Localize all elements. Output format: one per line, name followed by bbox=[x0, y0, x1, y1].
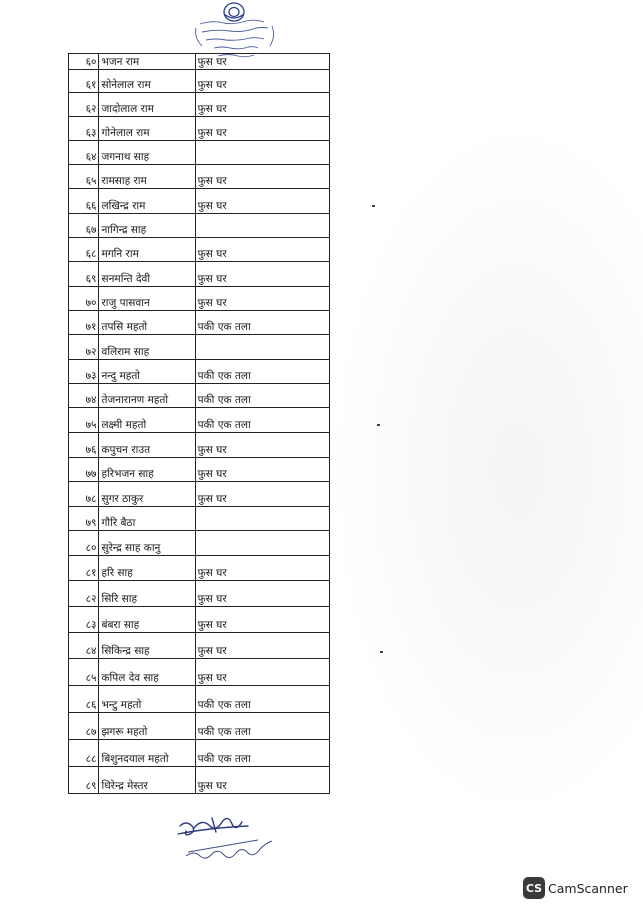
house-type-cell: फुस घर bbox=[195, 767, 329, 794]
table-row bbox=[69, 189, 330, 214]
serial-number-cell: ६५ bbox=[69, 165, 99, 189]
serial-number-cell: ६६ bbox=[69, 189, 99, 214]
name-cell: नन्दु महतो bbox=[99, 360, 195, 384]
table-row bbox=[69, 360, 330, 384]
serial-number-cell: ६१ bbox=[69, 70, 99, 93]
serial-number-cell: ८१ bbox=[69, 556, 99, 581]
table-row bbox=[69, 482, 330, 507]
table-row bbox=[69, 767, 330, 794]
name-cell: कपिल देव साह bbox=[99, 659, 195, 686]
house-type-cell bbox=[195, 507, 329, 531]
house-type-cell: पकी एक तला bbox=[195, 408, 329, 433]
house-type-cell: फुस घर bbox=[195, 287, 329, 311]
table-row bbox=[69, 54, 330, 70]
name-cell: भजन राम bbox=[99, 54, 195, 70]
table-row bbox=[69, 384, 330, 408]
name-cell: कपुचन राउत bbox=[99, 433, 195, 458]
table-row bbox=[69, 287, 330, 311]
house-type-cell: फुस घर bbox=[195, 262, 329, 287]
serial-number-cell: ६० bbox=[69, 54, 99, 70]
serial-number-cell: ७५ bbox=[69, 408, 99, 433]
serial-number-cell: ६९ bbox=[69, 262, 99, 287]
house-type-cell: फुस घर bbox=[195, 607, 329, 633]
serial-number-cell: ६२ bbox=[69, 93, 99, 117]
house-type-cell: फुस घर bbox=[195, 556, 329, 581]
serial-number-cell: ७८ bbox=[69, 482, 99, 507]
table-row bbox=[69, 581, 330, 607]
house-type-cell bbox=[195, 141, 329, 165]
table-row bbox=[69, 531, 330, 556]
table-row bbox=[69, 70, 330, 93]
scan-speck bbox=[380, 651, 383, 653]
name-cell: लक्ष्मी महतो bbox=[99, 408, 195, 433]
house-type-cell: फुस घर bbox=[195, 93, 329, 117]
name-cell: सिरि साह bbox=[99, 581, 195, 607]
serial-number-cell: ८३ bbox=[69, 607, 99, 633]
house-type-cell: फुस घर bbox=[195, 238, 329, 262]
name-cell: नागिन्द्र साह bbox=[99, 214, 195, 238]
table-row bbox=[69, 408, 330, 433]
name-cell: झगरू महतो bbox=[99, 713, 195, 740]
name-cell: लखिन्द्र राम bbox=[99, 189, 195, 214]
house-type-cell: फुस घर bbox=[195, 581, 329, 607]
house-type-cell bbox=[195, 214, 329, 238]
house-type-cell: फुस घर bbox=[195, 189, 329, 214]
house-type-cell: फुस घर bbox=[195, 117, 329, 141]
serial-number-cell: ७२ bbox=[69, 335, 99, 360]
camscanner-logo-icon: CS bbox=[523, 877, 545, 899]
table-row bbox=[69, 607, 330, 633]
name-cell: गौरि बैठा bbox=[99, 507, 195, 531]
serial-number-cell: ६३ bbox=[69, 117, 99, 141]
name-cell: धिरेन्द्र मेस्तर bbox=[99, 767, 195, 794]
serial-number-cell: ७७ bbox=[69, 458, 99, 482]
scan-background bbox=[330, 120, 643, 820]
camscanner-label: CamScanner bbox=[548, 880, 628, 896]
house-type-cell: फुस घर bbox=[195, 482, 329, 507]
house-type-cell bbox=[195, 531, 329, 556]
house-type-cell: फुस घर bbox=[195, 458, 329, 482]
house-type-cell: फुस घर bbox=[195, 165, 329, 189]
table-row bbox=[69, 633, 330, 659]
serial-number-cell: ७३ bbox=[69, 360, 99, 384]
name-cell: हरिभजन साह bbox=[99, 458, 195, 482]
house-type-cell: फुस घर bbox=[195, 54, 329, 70]
table-row bbox=[69, 165, 330, 189]
name-cell: जगनाथ साह bbox=[99, 141, 195, 165]
table-row bbox=[69, 686, 330, 713]
house-type-cell: पकी एक तला bbox=[195, 686, 329, 713]
table-row bbox=[69, 556, 330, 581]
name-cell: भन्टु महतो bbox=[99, 686, 195, 713]
name-cell: तपसि महतो bbox=[99, 311, 195, 335]
serial-number-cell: ६४ bbox=[69, 141, 99, 165]
serial-number-cell: ६८ bbox=[69, 238, 99, 262]
name-cell: मगनि राम bbox=[99, 238, 195, 262]
serial-number-cell: ७९ bbox=[69, 507, 99, 531]
household-records-table bbox=[68, 53, 330, 794]
serial-number-cell: ६७ bbox=[69, 214, 99, 238]
name-cell: जादोलाल राम bbox=[99, 93, 195, 117]
table-row bbox=[69, 141, 330, 165]
camscanner-watermark bbox=[523, 877, 628, 899]
serial-number-cell: ८९ bbox=[69, 767, 99, 794]
name-cell: बिशुनदयाल महतो bbox=[99, 740, 195, 767]
name-cell: वलिराम साह bbox=[99, 335, 195, 360]
official-signature-stamp bbox=[172, 812, 302, 867]
serial-number-cell: ८२ bbox=[69, 581, 99, 607]
scan-speck bbox=[377, 424, 380, 426]
house-type-cell: पकी एक तला bbox=[195, 384, 329, 408]
serial-number-cell: ८५ bbox=[69, 659, 99, 686]
house-type-cell: फुस घर bbox=[195, 659, 329, 686]
serial-number-cell: ८४ bbox=[69, 633, 99, 659]
name-cell: रामसाह राम bbox=[99, 165, 195, 189]
name-cell: बंबरा साह bbox=[99, 607, 195, 633]
house-type-cell: पकी एक तला bbox=[195, 740, 329, 767]
name-cell: तेजनारानण महतो bbox=[99, 384, 195, 408]
table-row bbox=[69, 740, 330, 767]
name-cell: गोनेलाल राम bbox=[99, 117, 195, 141]
house-type-cell: पकी एक तला bbox=[195, 311, 329, 335]
table-row bbox=[69, 238, 330, 262]
table-row bbox=[69, 713, 330, 740]
name-cell: हरि साह bbox=[99, 556, 195, 581]
house-type-cell bbox=[195, 335, 329, 360]
serial-number-cell: ७६ bbox=[69, 433, 99, 458]
serial-number-cell: ८० bbox=[69, 531, 99, 556]
name-cell: सिकिन्द्र साह bbox=[99, 633, 195, 659]
name-cell: सनमन्ति देवी bbox=[99, 262, 195, 287]
house-type-cell: पकी एक तला bbox=[195, 713, 329, 740]
house-type-cell: पकी एक तला bbox=[195, 360, 329, 384]
name-cell: सोनेलाल राम bbox=[99, 70, 195, 93]
table-row bbox=[69, 433, 330, 458]
scan-speck bbox=[372, 205, 375, 207]
table-row bbox=[69, 93, 330, 117]
serial-number-cell: ८६ bbox=[69, 686, 99, 713]
table-row bbox=[69, 117, 330, 141]
house-type-cell: फुस घर bbox=[195, 433, 329, 458]
house-type-cell: फुस घर bbox=[195, 70, 329, 93]
serial-number-cell: ७४ bbox=[69, 384, 99, 408]
table-row bbox=[69, 458, 330, 482]
name-cell: राजु पासवान bbox=[99, 287, 195, 311]
serial-number-cell: ७० bbox=[69, 287, 99, 311]
table-row bbox=[69, 262, 330, 287]
serial-number-cell: ८७ bbox=[69, 713, 99, 740]
table-row bbox=[69, 335, 330, 360]
table-row bbox=[69, 311, 330, 335]
house-type-cell: फुस घर bbox=[195, 633, 329, 659]
table-row bbox=[69, 659, 330, 686]
name-cell: सुरेन्द्र साह कानु bbox=[99, 531, 195, 556]
table-row bbox=[69, 214, 330, 238]
serial-number-cell: ८८ bbox=[69, 740, 99, 767]
table-row bbox=[69, 507, 330, 531]
name-cell: सुगर ठाकुर bbox=[99, 482, 195, 507]
serial-number-cell: ७१ bbox=[69, 311, 99, 335]
